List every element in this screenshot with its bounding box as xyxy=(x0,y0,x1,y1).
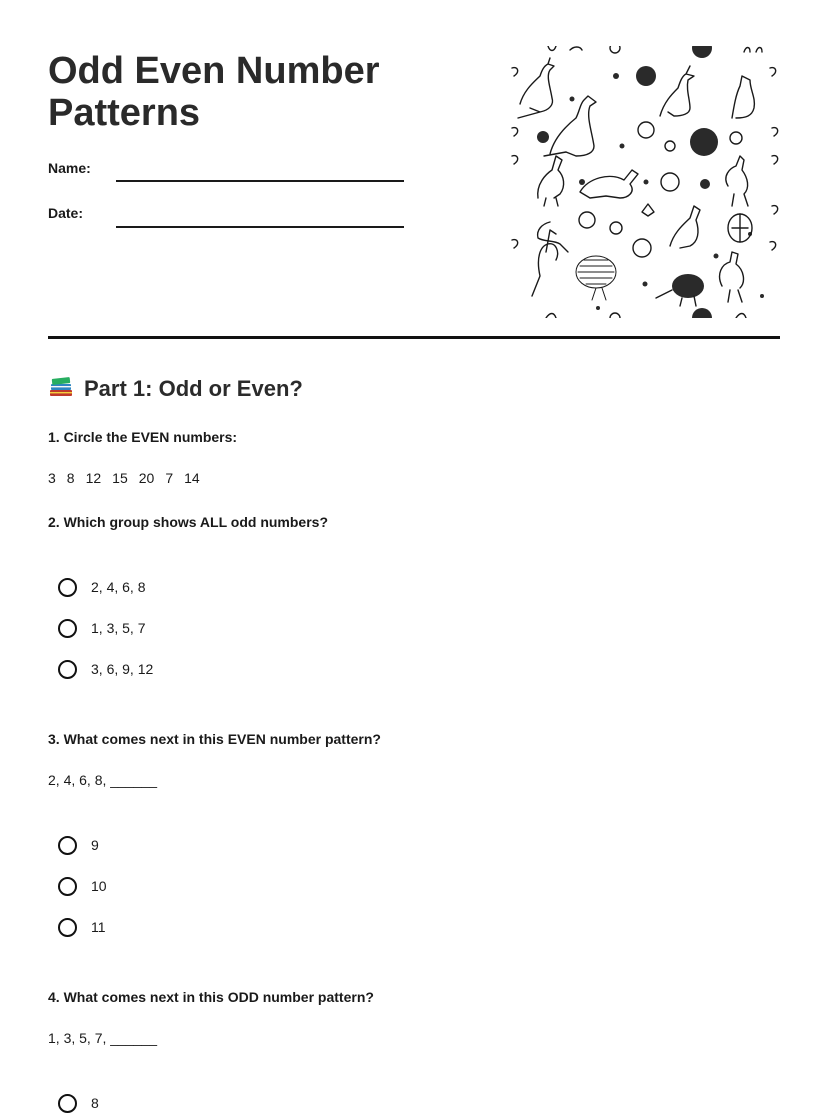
question-3-prompt: 3. What comes next in this EVEN number pattern? xyxy=(48,731,381,747)
radio-button[interactable] xyxy=(58,578,77,597)
question-2-option[interactable] xyxy=(58,616,145,640)
question-1-numbers xyxy=(48,470,200,486)
number-item[interactable]: 20 xyxy=(138,470,155,486)
option-label: 3, 6, 9, 12 xyxy=(91,661,154,677)
option-label: 11 xyxy=(91,919,106,935)
radio-button[interactable] xyxy=(58,619,77,638)
option-label: 8 xyxy=(91,1095,99,1111)
name-field[interactable] xyxy=(116,180,404,182)
question-1-prompt: 1. Circle the EVEN numbers: xyxy=(48,429,238,445)
number-item[interactable]: 3 xyxy=(48,470,56,486)
part-1-heading xyxy=(48,374,303,404)
question-2-prompt: 2. Which group shows ALL odd numbers? xyxy=(48,514,328,530)
date-field[interactable] xyxy=(116,226,404,228)
number-item[interactable]: 8 xyxy=(66,470,75,486)
question-4-option[interactable] xyxy=(58,1091,99,1115)
name-label: Name: xyxy=(48,160,91,176)
date-label: Date: xyxy=(48,205,84,221)
question-3-option[interactable] xyxy=(58,833,99,857)
question-2-option[interactable] xyxy=(58,575,145,599)
question-3-sequence: 2, 4, 6, 8, ______ xyxy=(48,772,157,788)
radio-button[interactable] xyxy=(58,836,77,855)
option-label: 10 xyxy=(91,878,107,894)
animal-pattern-illustration xyxy=(510,46,780,318)
header-divider xyxy=(48,336,780,339)
question-3-option[interactable] xyxy=(58,915,106,939)
radio-button[interactable] xyxy=(58,918,77,937)
option-label: 1, 3, 5, 7 xyxy=(91,620,146,636)
part-1-title: Part 1: Odd or Even? xyxy=(84,376,303,401)
question-3-option[interactable] xyxy=(58,874,107,898)
radio-button[interactable] xyxy=(58,1094,77,1113)
option-label: 9 xyxy=(91,837,99,853)
worksheet-title: Odd Even Number Patterns xyxy=(48,50,380,134)
question-2-option[interactable] xyxy=(58,657,153,681)
number-item[interactable]: 7 xyxy=(165,470,174,486)
number-item[interactable]: 12 xyxy=(85,470,102,486)
question-4-sequence: 1, 3, 5, 7, ______ xyxy=(48,1030,157,1046)
number-item[interactable]: 15 xyxy=(112,470,128,486)
question-4-prompt: 4. What comes next in this ODD number pattern? xyxy=(48,989,374,1005)
radio-button[interactable] xyxy=(58,877,77,896)
books-icon xyxy=(48,374,74,404)
option-label: 2, 4, 6, 8 xyxy=(91,579,146,595)
number-item[interactable]: 14 xyxy=(184,470,200,486)
radio-button[interactable] xyxy=(58,660,77,679)
